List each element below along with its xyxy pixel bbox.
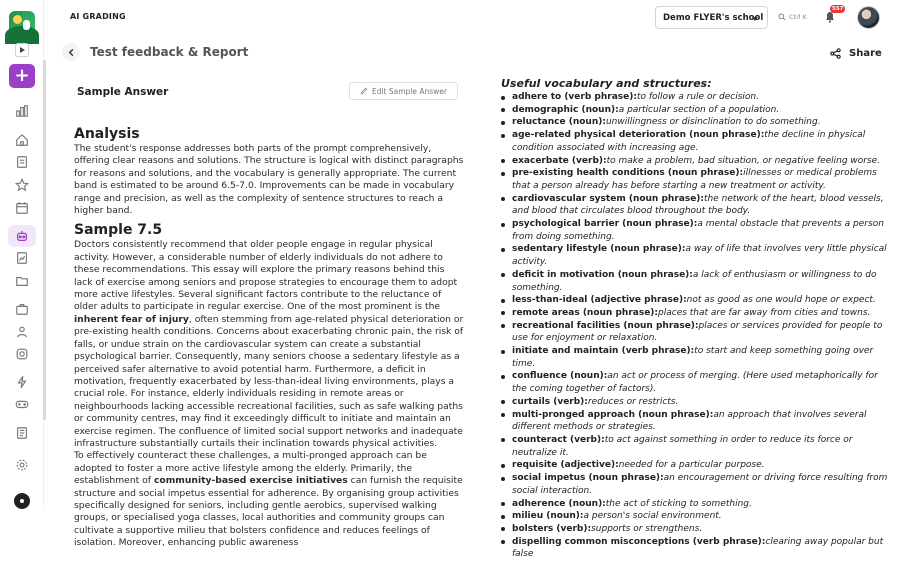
sample-answer-label: Sample Answer [77,86,169,98]
vocabulary-term: multi-pronged approach (noun phrase): [512,409,714,420]
vocabulary-item [499,193,891,218]
vocabulary-term: less-than-ideal (adjective phrase): [512,295,687,306]
vocabulary-item [499,409,891,434]
sample-paragraph-2: To effectively counteract these challenges, a multi-pronged approach can be adopted to foster a more active lifestyle among the elderly. Primarily, the establishment of community-based exercise initiatives can furnish the requisite structure and social impetus essential for adherence. By organising group activities specifically designed for seniors, including gentle aerobics, supervised walking groups, or specialised yoga classes, local authorities and community groups can cultivate a supportive milieu that bolsters confidence and reduces feelings of isolation. Moreover, enhancing public awareness [74,450,463,549]
vocabulary-item [499,91,891,104]
vocabulary-definition: an encouragement or driving force resulting from social interaction. [512,473,888,496]
vocabulary-term: social impetus (noun phrase): [512,473,664,484]
vocabulary-definition: illnesses or medical problems that a person already has before starting a new treatment or activity. [512,168,877,191]
vocabulary-term: bolsters (verb): [512,523,592,534]
calendar-icon[interactable] [12,198,32,218]
vocabulary-item [499,218,891,243]
vocabulary-item [499,155,891,168]
vocabulary-definition: to start and keep something going over time. [512,346,874,369]
vocabulary-definition: a mental obstacle that prevents a person from doing something. [512,219,884,242]
vocabulary-definition: an act or process of merging. (Here used metaphorically for the coming together of factors). [512,371,878,395]
vocabulary-item [499,116,891,129]
answer-content [74,125,464,550]
vocabulary-item [499,167,891,192]
vocabulary-definition: places or services provided for people to use for enjoyment or relaxation. [512,320,883,344]
edit-sample-answer-label: Edit Sample Answer [371,86,448,96]
edit-sample-answer-button[interactable] [349,82,458,100]
vocabulary-term: curtails (verb): [512,396,588,407]
vocabulary-definition: a particular section of a population. [618,104,780,115]
star-icon[interactable] [12,175,32,195]
school-select-value: Demo FLYER's school [663,13,764,23]
vocabulary-term: recreational facilities (noun phrase): [512,320,699,331]
avatar[interactable] [857,6,880,29]
vocabulary-item [499,459,891,472]
vocabulary-term: sedentary lifestyle (noun phrase): [512,244,686,255]
vocabulary-item [499,472,891,497]
vocabulary-term: milieu (noun): [512,511,584,522]
vocabulary-term: counteract (verb): [512,434,605,445]
sample-heading: Sample 7.5 [74,222,163,239]
gear-icon[interactable] [12,455,32,475]
vocabulary-item [499,307,891,320]
sidebar [0,0,44,506]
vocabulary-term: requisite (adjective): [512,460,619,471]
notification-badge: 557 [832,6,844,12]
top-bar [46,0,900,36]
search-button[interactable] [778,9,822,25]
vocabulary-term: cardiovascular system (noun phrase): [512,193,705,204]
vocabulary-definition: needed for a particular purpose. [618,460,765,471]
page-title: Test feedback & Report [90,45,249,59]
search-shortcut: Ctrl K [789,13,807,21]
vocabulary-term: initiate and maintain (verb phrase): [512,346,695,357]
add-button[interactable]: + [9,64,35,88]
vocabulary-item [499,320,891,345]
pencil-icon [360,87,368,95]
vocabulary-definition: not as good as one would hope or expect. [686,295,876,306]
vocabulary-definition: a way of life that involves very little physical activity. [512,244,887,268]
vocabulary-definition: the network of the heart, blood vessels, and blood that circulates blood throughout the body. [512,193,884,217]
share-button[interactable] [818,43,886,63]
analysis-heading: Analysis [74,126,140,142]
help-icon[interactable] [14,493,30,509]
expand-sidebar-button[interactable] [15,43,29,57]
folder-icon[interactable] [12,271,32,291]
vocabulary-item [499,269,891,294]
vocabulary-term: psychological barrier (noun phrase): [512,219,698,230]
book-icon[interactable] [12,423,32,443]
search-icon [778,13,786,21]
vocabulary-item [499,510,891,523]
sample-answer-panel [56,72,466,549]
vocabulary-definition: to follow a rule or decision. [636,92,759,102]
vocabulary-definition: the decline in physical condition associated with increasing age. [512,130,866,153]
analysis-text: The student's response addresses both parts of the prompt comprehensively, offering clear reasons and solutions. The structure is logical with distinct paragraphs for reasons and solutions, and the vocabulary is generally appropriate. The current band is estimated to be around 6.5-7.0. Improvements can be made in vocabulary range and precision, as well as the complexity of sentence structures to reach a higher band. [74,143,464,217]
chevron-down-icon [752,17,758,21]
vocabulary-item [499,536,891,561]
vocabulary-term: exacerbate (verb): [512,155,607,166]
vocabulary-term: adherence (noun): [512,498,606,509]
chart-icon[interactable] [12,101,32,121]
vocabulary-title: Useful vocabulary and structures: [501,77,712,90]
vocabulary-panel [499,72,891,560]
vocabulary-definition: places that are far away from cities and towns. [658,307,871,318]
vocabulary-term: remote areas (noun phrase): [512,307,659,318]
vocabulary-definition: to act against something in order to reduce its force or neutralize it. [512,434,853,458]
briefcase-icon[interactable] [12,299,32,319]
page-header [46,36,900,70]
vocabulary-definition: the act of sticking to something. [605,498,752,509]
vocabulary-term: reluctance (noun): [512,117,606,128]
school-select[interactable] [655,6,768,29]
vocabulary-item [499,498,891,511]
vocabulary-definition: reduces or restricts. [587,396,679,407]
vocabulary-term: pre-existing health conditions (noun phrase): [512,168,744,179]
sample-paragraph-1: Doctors consistently recommend that older people engage in regular physical activity. However, a considerable number of elderly individuals do not adhere to these recommendations. This essay will explore the primary reasons behind this lack of exercise among seniors and propose strategies to encourage them to adopt more active lifestyles. Several significant factors contribute to the reluctance of older adults to participate in regular exercise. One of the most prominent is the inherent fear of injury, often stemming from age-related physical deterioration or pre-existing health conditions. Concerns about exacerbating chronic pain, the risk of falls, or undue strain on the cardiovascular system can create a substantial psychological barrier. Consequently, many seniors choose a sedentary lifestyle as a perceived safer alternative to avoid potential harm. Furthermore, a deficit in motivation, frequently exacerbated by less-than-ideal living environments, plays a crucial role. For instance, elderly individuals residing in remote areas or neighbourhoods lacking accessible recreational facilities, such as safe walking paths or community centres, may find it exceedingly difficult to initiate and maintain an exercise regimen. The confluence of limited social support networks and inadequate infrastructure substantially curtails their inclination towards physical activities. [74,239,464,449]
flash-icon[interactable] [12,372,32,392]
vocabulary-term: deficit in motivation (noun phrase): [512,269,693,280]
vocabulary-definition: an approach that involves several different methods or strategies. [512,409,867,433]
vocabulary-definition: a lack of enthusiasm or willingness to do something. [512,269,877,293]
app-title: AI GRADING [70,12,126,21]
vocabulary-term: adhere to (verb phrase): [512,92,637,102]
users-icon[interactable] [12,322,32,342]
vocabulary-item [499,434,891,459]
vocabulary-definition: clearing away popular but false [512,536,884,560]
vocabulary-item [499,104,891,117]
vocabulary-item [499,523,891,536]
gamepad-icon[interactable] [12,394,32,414]
vocabulary-term: demographic (noun): [512,104,619,115]
vocabulary-item [499,129,891,154]
vocabulary-item [499,243,891,268]
vocabulary-item [499,396,891,409]
sidebar-scrollbar[interactable] [43,60,46,420]
share-icon [830,48,841,59]
report-icon[interactable] [12,248,32,268]
chevron-left-icon [67,48,76,57]
vocabulary-item [499,294,891,307]
settings-icon[interactable] [12,344,32,364]
vocabulary-list [499,91,891,561]
share-label: Share [849,47,882,59]
robot-icon[interactable] [8,225,36,247]
vocabulary-term: age-related physical deterioration (noun phrase): [512,130,765,141]
vocabulary-term: dispelling common misconceptions (verb phrase): [512,536,766,547]
vocabulary-item [499,345,891,370]
vocabulary-term: confluence (noun): [512,371,608,382]
vocabulary-definition: unwillingness or disinclination to do something. [605,117,821,128]
vocabulary-definition: to make a problem, bad situation, or negative feeling worse. [606,155,881,166]
document-icon[interactable] [12,152,32,172]
app-logo[interactable] [9,11,35,37]
vocabulary-definition: a person's social environment. [583,511,722,522]
vocabulary-item [499,370,891,395]
home-icon[interactable] [12,130,32,150]
back-button[interactable] [62,43,80,61]
vocabulary-definition: supports or strengthens. [591,523,703,534]
